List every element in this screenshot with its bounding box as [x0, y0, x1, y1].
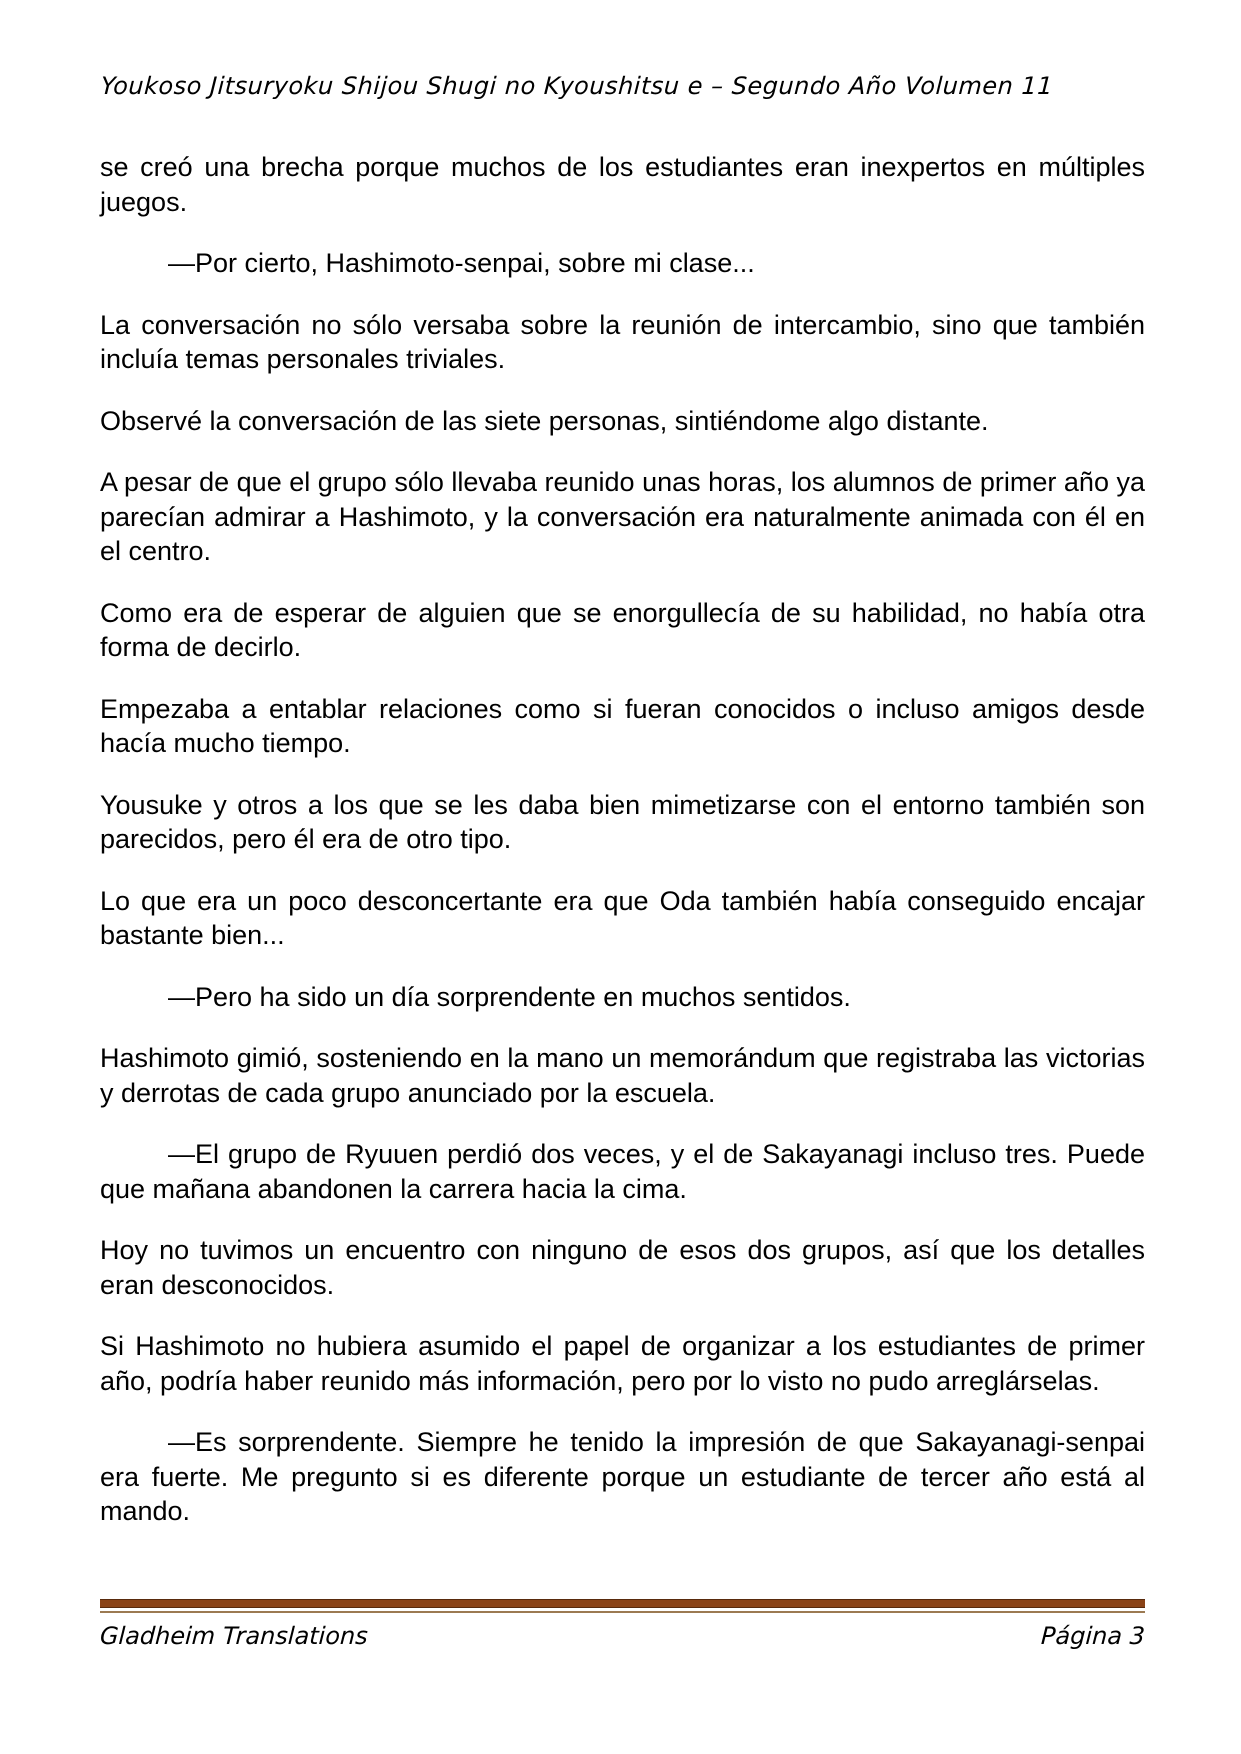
paragraph: se creó una brecha porque muchos de los estudiantes eran inexpertos en múltiples juegos.: [100, 152, 1145, 217]
footer-divider-thick-line: [100, 1599, 1145, 1608]
paragraph: Yousuke y otros a los que se les daba bien mimetizarse con el entorno también son parecidos, pero él era de otro tipo.: [100, 789, 1145, 854]
footer-page-number: Página 3: [1040, 1622, 1146, 1650]
paragraph: A pesar de que el grupo sólo llevaba reunido unas horas, los alumnos de primer año ya parecían admirar a Hashimoto, y la conversación era naturalmente animada con él en el centro.: [100, 467, 1145, 566]
footer-translator-label: Gladheim Translations: [99, 1622, 369, 1650]
paragraph: Hashimoto gimió, sosteniendo en la mano un memorándum que registraba las victorias y derrotas de cada grupo anunciado por la escuela.: [100, 1043, 1145, 1108]
paragraph-dialogue: —Pero ha sido un día sorprendente en muchos sentidos.: [168, 981, 851, 1012]
paragraph: Observé la conversación de las siete personas, sintiéndome algo distante.: [100, 405, 989, 436]
paragraph-dialogue: —El grupo de Ryuuen perdió dos veces, y el de Sakayanagi incluso tres. Puede que mañana abandonen la carrera hacia la cima.: [100, 1139, 1145, 1204]
paragraph: Lo que era un poco desconcertante era que Oda también había conseguido encajar bastante bien...: [100, 885, 1145, 950]
paragraph: Empezaba a entablar relaciones como si fueran conocidos o incluso amigos desde hacía mucho tiempo.: [100, 693, 1145, 758]
footer-divider: [100, 1599, 1145, 1613]
page-header-title: Youkoso Jitsuryoku Shijou Shugi no Kyoushitsu e – Segundo Año Volumen 11: [100, 72, 1054, 100]
page-footer: [99, 1622, 1145, 1650]
paragraph-dialogue: —Por cierto, Hashimoto-senpai, sobre mi clase...: [168, 248, 755, 278]
paragraph: Hoy no tuvimos un encuentro con ninguno de esos dos grupos, así que los detalles eran desconocidos.: [100, 1235, 1145, 1300]
paragraph: La conversación no sólo versaba sobre la reunión de intercambio, sino que también incluía temas personales triviales.: [100, 309, 1145, 374]
footer-divider-thin-line: [100, 1611, 1145, 1613]
paragraph: Si Hashimoto no hubiera asumido el papel de organizar a los estudiantes de primer año, podría haber reunido más información, pero por lo visto no pudo arreglárselas.: [100, 1331, 1145, 1396]
paragraph-dialogue: —Es sorprendente. Siempre he tenido la impresión de que Sakayanagi-senpai era fuerte. Me pregunto si es diferente porque un estudiante de tercer año está al mando.: [100, 1427, 1145, 1526]
paragraph: Como era de esperar de alguien que se enorgullecía de su habilidad, no había otra forma de decirlo.: [100, 597, 1145, 662]
document-body: [100, 150, 1145, 1556]
